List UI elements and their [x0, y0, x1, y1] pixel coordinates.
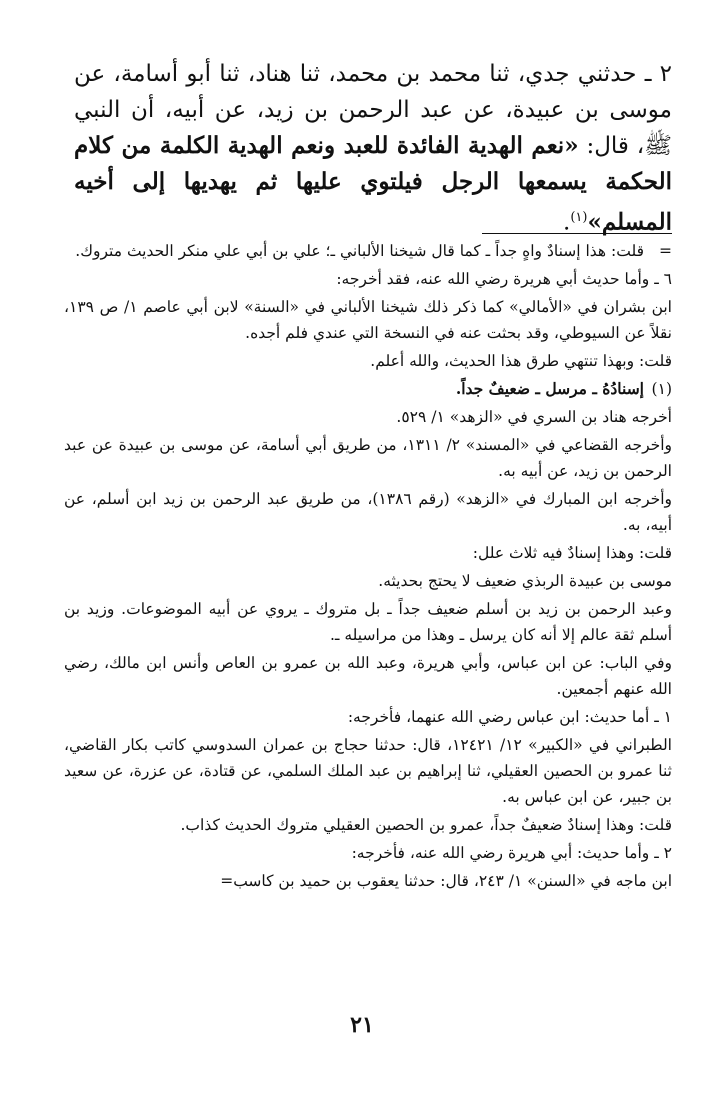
footnote-line: ابن ماجه في «السنن» ١/ ٢٤٣، قال: حدثنا يعقوب بن حميد بن كاسب=	[220, 872, 672, 890]
note-line: قلت: وبهذا تنتهي طرق هذا الحديث، والله أعلم.	[370, 352, 672, 370]
footnote-line: موسى بن عبيدة الربذي ضعيف لا يحتج بحديثه.	[378, 572, 672, 590]
note-line: ابن بشران في «الأمالي» كما ذكر ذلك شيخنا الألباني في «السنة» لابن أبي عاصم ١/ ص ١٣٩، نقلاً عن السيوطي، وقد بحثت عنه في النسخة التي عندي فلم أجده.	[64, 298, 672, 342]
hadith-paragraph	[74, 56, 672, 241]
footnote-line: وأخرجه القضاعي في «المسند» ٢/ ١٣١١، من طريق أبي أسامة، عن موسى بن عبيدة عن عبد الرحمن بن زيد، عن أبيه به.	[64, 436, 672, 480]
footnote-line: الطبراني في «الكبير» ١٢/ ١٢٤٢١، قال: حدثنا حجاج بن عمران السدوسي كاتب بكار القاضي، ثنا عمرو بن الحصين العقيلي، ثنا إبراهيم بن عبد الملك السلمي، عن قتادة، عن عزرة، عن سعيد بن جبير، عن ابن عباس به.	[64, 736, 672, 806]
page-number: ٢١	[350, 1012, 374, 1038]
hadith-isnad: حدثني جدي، ثنا محمد بن محمد، ثنا هناد، ثنا أبو أسامة، عن موسى بن عبيدة، عن عبد الرحمن بن زيد، عن أبيه، أن النبي ﷺ، قال:	[74, 61, 673, 159]
footnote-line: أخرجه هناد بن السري في «الزهد» ١/ ٥٢٩.	[396, 408, 672, 426]
footnote-line: وعبد الرحمن بن زيد بن أسلم ضعيف جداً ـ بل متروك ـ يروي عن أبيه الموضوعات. وزيد بن أسلم ثقة عالم إلا أنه كان يرسل ـ وهذا من مراسيله ـ.	[64, 600, 672, 644]
footnote-line: قلت: وهذا إسنادٌ فيه ثلاث علل:	[472, 544, 672, 562]
note-text: قلت: هذا إسنادٌ واهٍ جداً ـ كما قال شيخنا الألباني ـ؛ علي بن أبي علي منكر الحديث متروك.	[75, 242, 644, 260]
main-text	[74, 56, 672, 241]
continuation-mark: =	[659, 242, 672, 260]
footnote-line: ١ ـ أما حديث: ابن عباس رضي الله عنهما، فأخرجه:	[347, 708, 672, 726]
footnotes	[64, 238, 672, 896]
hadith-end: .	[563, 209, 571, 236]
hadith-matn: «نعم الهدية الفائدة للعبد ونعم الهدية الكلمة من كلام الحكمة يسمعها الرجل فيلتوي عليها ثم يهديها إلى أخيه المسلم»	[74, 132, 672, 236]
footnote-number: (١)	[651, 380, 672, 398]
note-line: ٦ ـ وأما حديث أبي هريرة رضي الله عنه، فقد أخرجه:	[336, 270, 672, 288]
footnote-reference: (١)	[570, 210, 588, 225]
footnote-heading-line	[64, 376, 672, 402]
footnote-divider	[482, 233, 672, 234]
footnote-line: قلت: وهذا إسنادٌ ضعيفٌ جداً، عمرو بن الحصين العقيلي متروك الحديث كذاب.	[180, 816, 672, 834]
footnote-continuation-line	[64, 238, 672, 264]
hadith-number: ٢ ـ	[644, 61, 672, 87]
footnote-line: وفي الباب: عن ابن عباس، وأبي هريرة، وعبد الله بن عمرو بن العاص وأنس ابن مالك، رضي الله عنهم أجمعين.	[64, 654, 672, 698]
footnote-line: وأخرجه ابن المبارك في «الزهد» (رقم ١٣٨٦)، من طريق عبد الرحمن بن زيد ابن أسلم، عن أبيه، به.	[64, 490, 672, 534]
footnote-line: ٢ ـ وأما حديث: أبي هريرة رضي الله عنه، فأخرجه:	[351, 844, 672, 862]
footnote-heading: إسنادُهُ ـ مرسل ـ ضعيفٌ جداً.	[455, 379, 644, 398]
